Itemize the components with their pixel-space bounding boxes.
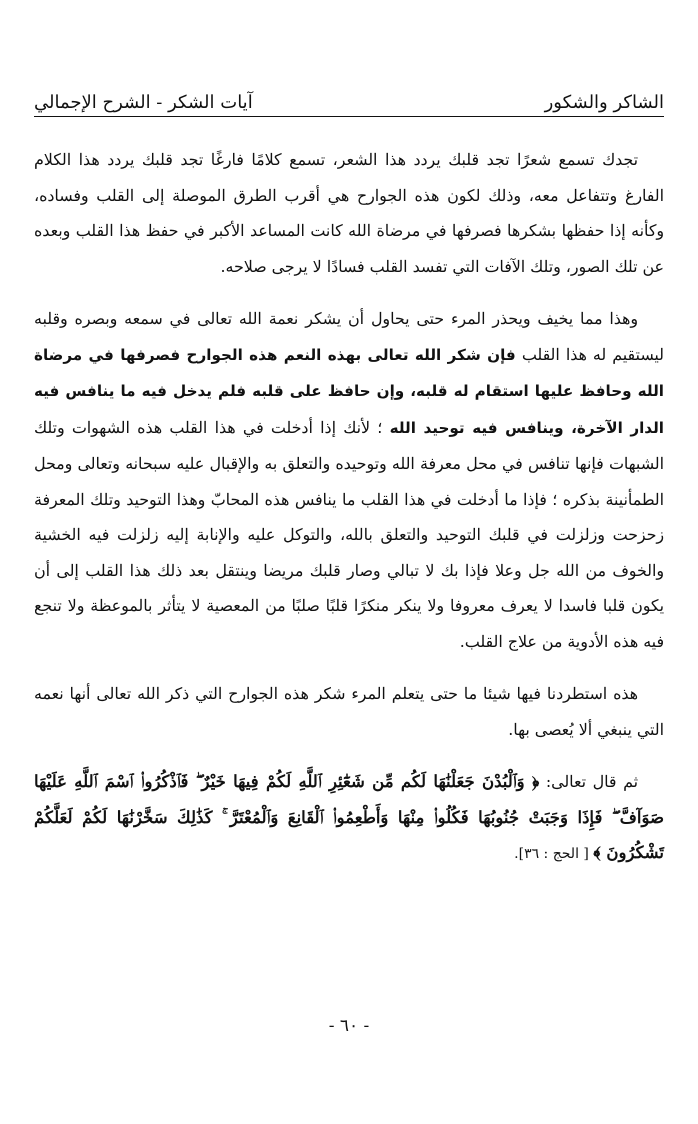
running-header xyxy=(34,82,664,112)
paragraph: تجدك تسمع شعرًا تجد قلبك يردد هذا الشعر، تسمع كلامًا فارغًا تجد قلبك يردد هذا الكلام الفارغ وتتفاعل معه، وذلك لكون هذه الجوارح هي أقرب الطرق الموصلة إلى القلب وفساده، وكأنه إذا حفظها بشكرها فصرفها في مرضاة الله كانت المساعد الأكبر في حفظ هذا القلب وبعده عن تلك الصور، وتلك الآفات التي تفسد القلب فسادًا لا يرجى صلاحه. xyxy=(34,150,664,276)
bold-emphasis: فإن شكر الله تعالى بهذه النعم هذه الجوارح فصرفها في مرضاة الله وحافظ عليها استقام له قلبه، وإن حافظ على قلبه فلم يدخل فيه ما ينافس فيه الدار الآخرة، وينافس فيه توحيد الله xyxy=(34,345,664,437)
header-divider xyxy=(34,116,664,117)
verse-intro: ثم قال تعالى: xyxy=(539,772,638,791)
paragraph xyxy=(34,764,664,873)
body-text xyxy=(34,142,664,873)
quran-verse: ﴿ وَٱلْبُدْنَ جَعَلْنَٰهَا لَكُم مِّن شَعَٰٓئِرِ ٱللَّهِ لَكُمْ فِيهَا خَيْرٌ ۖ فَٱذْكُرُوا۟ ٱسْمَ ٱللَّهِ عَلَيْهَا صَوَآفَّ ۖ فَإِذَا وَجَبَتْ جُنُوبُهَا فَكُلُوا۟ مِنْهَا وَأَطْعِمُوا۟ ٱلْقَانِعَ وَٱلْمُعْتَرَّ ۚ كَذَٰلِكَ سَخَّرْنَٰهَا لَكُمْ لَعَلَّكُمْ تَشْكُرُونَ ﴾ xyxy=(34,772,664,862)
paragraph-text: ؛ لأنك إذا أدخلت في هذا القلب هذه الشهوات وتلك الشبهات فإنها تنافس في محل معرفة الله وتوحيده والتعلق به والإقبال عليه سبحانه وتعالى ومحل الطمأنينة بذكره ؛ فإذا ما أدخلت في هذا القلب ما ينافس هذه المحابّ وهذا التوحيد وتلك المعرفة زحزحت وزلزلت في قلبك التوحيد والتعلق بالله، والتوكل عليه والإنابة إليه زلزلت فيه الخشية والخوف من الله جل وعلا فإذا بك لا تبالي وصار قلبك مريضا وينتقل بعد ذلك هذا القلب إلى أن يكون قلبا فاسدا لا يعرف معروفا ولا ينكر منكرًا قلبًا صلبًا من المعصية لا يتأثر بالموعظة ولا تنجع فيه هذه الأدوية من علاج القلب. xyxy=(34,417,664,651)
paragraph xyxy=(34,301,664,659)
section-title: آيات الشكر - الشرح الإجمالي xyxy=(34,92,253,113)
paragraph-text: وهذا مما يخيف ويحذر المرء حتى يحاول أن يشكر نعمة الله تعالى في سمعه وبصره وقلبه ليستقيم له هذا القلب xyxy=(34,309,664,364)
paragraph: هذه استطردنا فيها شيئا ما حتى يتعلم المرء شكر هذه الجوارح التي ذكر الله تعالى أنها نعمه التي ينبغي ألا يُعصى بها. xyxy=(34,684,664,739)
book-title: الشاكر والشكور xyxy=(544,92,664,113)
verse-reference: [ الحج : ٣٦]. xyxy=(514,846,594,862)
page-number: - ٦٠ - xyxy=(328,1016,370,1036)
